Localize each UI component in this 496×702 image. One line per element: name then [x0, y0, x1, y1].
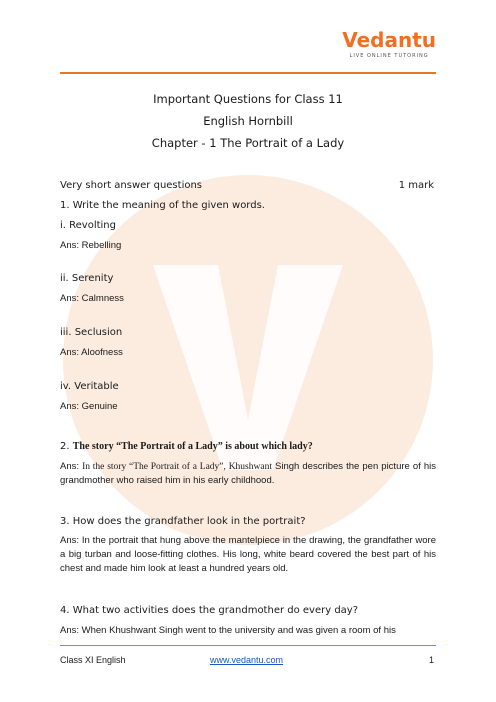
question-1: 1. Write the meaning of the given words. — [60, 200, 265, 211]
section-label: Very short answer questions — [60, 180, 203, 191]
answer-4: Ans: When Khushwant Singh went to the university and was given a room of his — [60, 625, 396, 636]
word-item: i. Revolting — [60, 220, 116, 231]
answer-text: Singh describes the pen picture of his grandmother who raised him in his early childhood. — [60, 461, 436, 486]
logo-tagline: LIVE ONLINE TUTORING — [349, 53, 429, 59]
logo-wordmark: Vedantu — [342, 28, 436, 52]
answer-3: Ans: In the portrait that hung above the mantelpiece in the drawing, the grandfather wore a big turban and loose-fitting clothes. His long, white beard covered the best part of his chest and made him look at least a hundred years old. — [60, 535, 436, 574]
question-4: 4. What two activities does the grandmother do every day? — [60, 605, 359, 616]
word-answer: Ans: Aloofness — [60, 347, 123, 358]
document-title: Important Questions for Class 11 — [153, 92, 343, 106]
word-answer: Ans: Calmness — [60, 293, 124, 304]
subject-title: English Hornbill — [203, 114, 293, 128]
footer-website-link[interactable]: www.vedantu.com — [210, 655, 284, 665]
section-marks: 1 mark — [398, 180, 434, 191]
header-rule — [60, 72, 436, 74]
question-number: 2. — [60, 441, 70, 452]
word-item: ii. Serenity — [60, 273, 114, 284]
word-answer: Ans: Genuine — [60, 401, 118, 412]
word-item: iii. Seclusion — [60, 327, 123, 338]
answer-serif-text: In the story “The Portrait of a Lady”, Khushwant — [82, 462, 272, 472]
footer-class: Class XI English — [60, 655, 126, 665]
answer-label: Ans: — [60, 461, 80, 472]
question-text: The story “The Portrait of a Lady” is about which lady? — [72, 441, 313, 452]
page-number: 1 — [428, 655, 434, 665]
footer-rule — [60, 645, 436, 646]
question-2 — [60, 441, 313, 452]
question-3: 3. How does the grandfather look in the portrait? — [60, 516, 306, 527]
answer-2 — [60, 460, 436, 488]
word-item: iv. Veritable — [60, 381, 119, 392]
word-answer: Ans: Rebelling — [60, 240, 122, 251]
vedantu-logo[interactable] — [342, 28, 436, 59]
chapter-title: Chapter - 1 The Portrait of a Lady — [151, 136, 345, 150]
